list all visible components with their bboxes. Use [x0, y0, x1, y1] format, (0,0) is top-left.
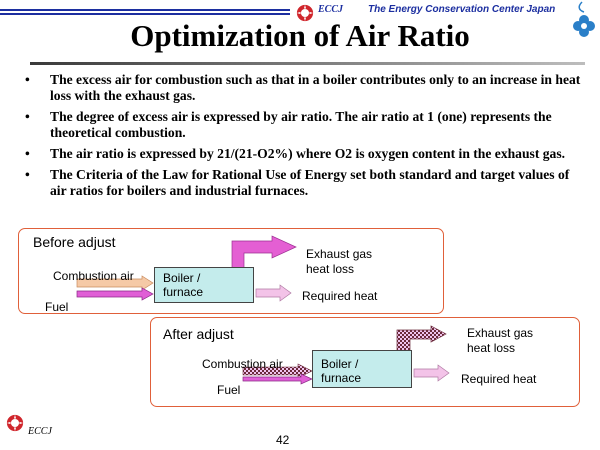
before-fuel-arrow — [77, 288, 153, 300]
footer-eccj-logo-icon — [6, 414, 24, 432]
before-exhaust-label — [306, 247, 372, 277]
after-boiler-line2: furnace — [321, 371, 362, 385]
footer-logo-text: ECCJ — [28, 426, 52, 437]
bullet-marker: • — [25, 109, 30, 124]
before-boiler-line1: Boiler / — [163, 271, 201, 285]
after-boiler-line1: Boiler / — [321, 357, 359, 371]
before-fuel-label: Fuel — [45, 300, 69, 314]
before-boiler-box — [154, 267, 254, 303]
after-boiler-box — [312, 350, 412, 388]
before-required-heat-arrow — [256, 285, 291, 301]
before-exhaust-arrow — [232, 236, 296, 268]
before-boiler-line2: furnace — [163, 285, 204, 299]
after-exhaust-line2: heat loss — [467, 341, 516, 355]
page-title: Optimization of Air Ratio — [130, 18, 470, 53]
after-required-heat-label: Required heat — [461, 372, 537, 386]
bullet-text: The excess air for combustion such as that in a boiler contributes only to an increase in heat loss with the exhaust gas. — [50, 72, 581, 103]
before-combustion-air-label: Combustion air — [53, 269, 134, 283]
organization-name: The Energy Conservation Center Japan — [368, 4, 556, 15]
after-exhaust-label — [467, 326, 533, 356]
after-required-heat-arrow — [414, 365, 449, 381]
before-required-heat-label: Required heat — [302, 289, 378, 303]
before-adjust-title: Before adjust — [33, 234, 116, 250]
bullet-text: The air ratio is expressed by 21/(21-O2%) where O2 is oxygen content in the exhaust gas. — [50, 146, 566, 161]
after-exhaust-arrow — [397, 326, 446, 351]
bullet-text: The degree of excess air is expressed by air ratio. The air ratio at 1 (one) represents the theoretical combustion. — [50, 109, 552, 140]
bullet-marker: • — [25, 146, 30, 161]
after-adjust-title: After adjust — [163, 326, 234, 342]
after-fuel-arrow — [243, 374, 312, 384]
before-exhaust-line2: heat loss — [306, 262, 355, 276]
bullet-marker: • — [25, 72, 30, 87]
bullet-marker: • — [25, 167, 30, 182]
bullet-text: The Criteria of the Law for Rational Use of Energy set both standard and target values of air ratios for boilers and industrial furnaces. — [50, 167, 570, 198]
header-logo-text: ECCJ — [318, 4, 344, 15]
after-combustion-air-label: Combustion air — [202, 357, 283, 371]
after-exhaust-line1: Exhaust gas — [467, 326, 534, 340]
after-fuel-label: Fuel — [217, 383, 241, 397]
page-number: 42 — [276, 433, 290, 447]
before-exhaust-line1: Exhaust gas — [306, 247, 373, 261]
